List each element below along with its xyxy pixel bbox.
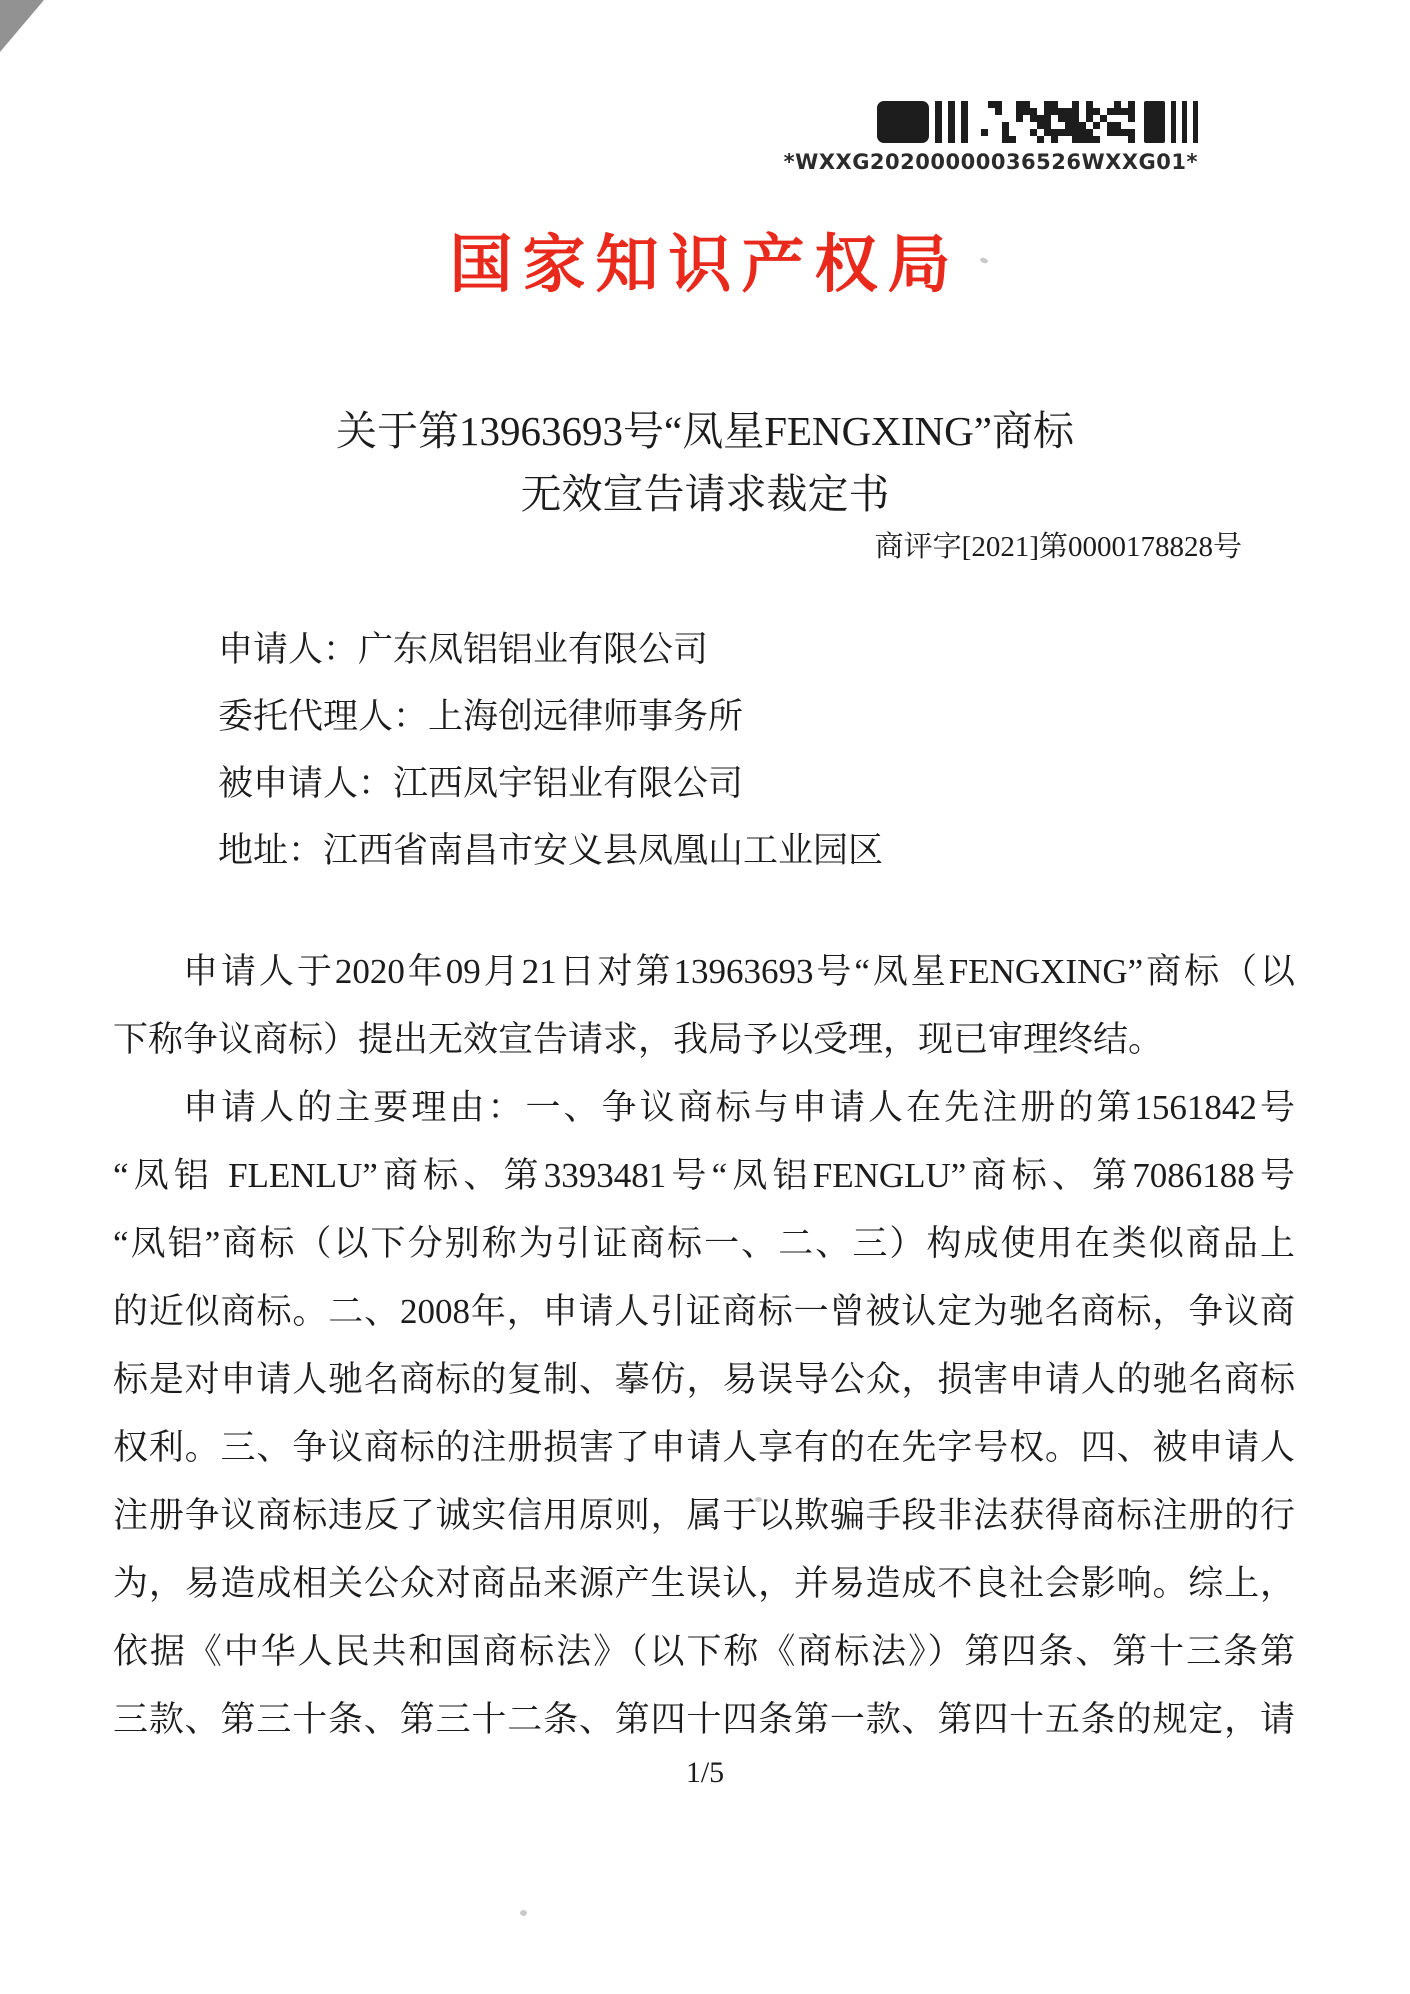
applicant-line: 申请人：广东凤铝铝业有限公司 xyxy=(218,630,709,669)
body-line: 三款、第三十条、第三十二条、第四十四条第一款、第四十五条的规定，请 xyxy=(113,1700,1295,1739)
body-line: “凤铝 FLENLU”商标、第3393481号“凤铝FENGLU”商标、第7086188号 xyxy=(113,1156,1295,1195)
body-text xyxy=(113,938,1295,1754)
barcode-block xyxy=(784,101,1198,174)
barcode-matrix xyxy=(981,101,1135,143)
body-line: 标是对申请人驰名商标的复制、摹仿，易误导公众，损害申请人的驰名商标 xyxy=(113,1360,1295,1399)
page-indicator: 1/5 xyxy=(685,1756,725,1789)
barcode-end-block xyxy=(1144,101,1165,143)
document-title xyxy=(0,400,1410,526)
body-line: 的近似商标。二、2008年，申请人引证商标一曾被认定为驰名商标，争议商 xyxy=(113,1292,1295,1331)
document-title-line2: 无效宣告请求裁定书 xyxy=(520,471,890,517)
body-line: 申请人的主要理由：一、争议商标与申请人在先注册的第1561842号 xyxy=(183,1088,1295,1127)
address-line: 地址：江西省南昌市安义县凤凰山工业园区 xyxy=(218,831,884,870)
barcode-start-block xyxy=(877,101,929,143)
document-number: 商评字[2021]第0000178828号 xyxy=(874,531,1242,563)
agent-line: 委托代理人：上海创远律师事务所 xyxy=(218,697,744,736)
document-title-line1: 关于第13963693号“凤星FENGXING”商标 xyxy=(336,408,1074,454)
body-line: 下称争议商标）提出无效宣告请求，我局予以受理，现已审理终结。 xyxy=(113,1020,1164,1059)
barcode-text: *WXXG20200000036526WXXG01* xyxy=(783,150,1198,174)
scan-speck xyxy=(520,1910,527,1916)
respondent-line: 被申请人：江西凤宇铝业有限公司 xyxy=(218,764,744,803)
body-line: 依据《中华人民共和国商标法》（以下称《商标法》）第四条、第十三条第 xyxy=(113,1632,1295,1671)
body-line: 为，易造成相关公众对商品来源产生误认，并易造成不良社会影响。综上， xyxy=(113,1564,1295,1603)
agency-title: 国家知识产权局 xyxy=(449,228,961,301)
parties-block xyxy=(218,616,883,884)
body-line: 权利。三、争议商标的注册损害了申请人享有的在先字号权。四、被申请人 xyxy=(113,1428,1295,1467)
body-line: “凤铝”商标（以下分别称为引证商标一、二、三）构成使用在类似商品上 xyxy=(113,1224,1295,1263)
barcode-icon xyxy=(877,101,1198,143)
body-line: 申请人于2020年09月21日对第13963693号“凤星FENGXING”商标（以 xyxy=(183,952,1295,991)
body-line: 注册争议商标违反了诚实信用原则，属于以欺骗手段非法获得商标注册的行 xyxy=(113,1496,1295,1535)
scan-artifact-corner xyxy=(0,0,44,52)
